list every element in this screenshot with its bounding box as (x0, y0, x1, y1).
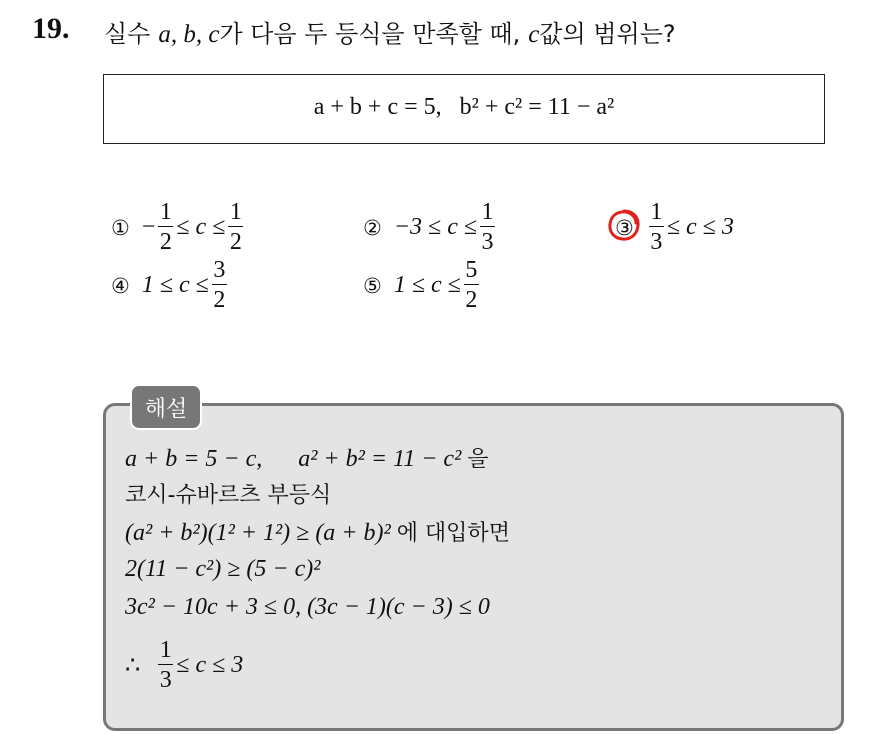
choice-1-middle: ≤ c ≤ (176, 214, 226, 240)
solution-line-3-text: 에 대입하면 (396, 521, 510, 546)
fraction-numerator: 1 (229, 199, 242, 225)
question-variables: a, b, c (158, 21, 220, 48)
choice-4-marker: ④ (111, 273, 130, 298)
fraction-denominator: 2 (229, 229, 242, 255)
solution-line-2 (125, 478, 331, 509)
fraction-numerator: 1 (159, 637, 172, 663)
choice-1-marker: ① (111, 215, 130, 240)
choice-1-prefix: − (141, 214, 156, 240)
choice-2[interactable] (363, 198, 498, 257)
solution-line-1 (125, 442, 489, 473)
fraction-denominator: 3 (159, 667, 172, 693)
choice-1-left-fraction (158, 198, 173, 257)
choice-4-right-fraction (212, 256, 227, 315)
fraction-numerator: 1 (650, 199, 663, 225)
solution-line-6-suffix: ≤ c ≤ 3 (176, 652, 244, 678)
solution-line-6 (125, 636, 243, 695)
choice-4-prefix: 1 ≤ c ≤ (141, 272, 209, 298)
solution-line-6-fraction (158, 636, 173, 695)
fraction-denominator: 3 (650, 229, 663, 255)
condition-box (103, 74, 825, 144)
answer-circle-mark (606, 207, 642, 243)
question-text-part2: 가 다음 두 등식을 만족할 때, (219, 20, 521, 48)
choice-2-prefix: −3 ≤ c ≤ (393, 214, 478, 240)
choice-5-right-fraction (464, 256, 479, 315)
solution-line-5: 3c² − 10c + 3 ≤ 0, (3c − 1)(c − 3) ≤ 0 (125, 594, 490, 620)
fraction-numerator: 5 (465, 257, 478, 283)
question-text-part1: 실수 (104, 20, 151, 48)
solution-line-1-text: 을 (467, 447, 489, 472)
question-number: 19. (32, 12, 70, 45)
choice-5[interactable] (363, 256, 482, 315)
solution-line-3 (125, 516, 510, 547)
choice-5-marker: ⑤ (363, 273, 382, 298)
choice-3-marker (615, 216, 634, 240)
fraction-denominator: 3 (481, 229, 494, 255)
solution-tag: 해설 (130, 384, 202, 430)
fraction-denominator: 2 (465, 287, 478, 313)
fraction-numerator: 1 (481, 199, 494, 225)
question-text (104, 14, 676, 49)
therefore-symbol: ∴ (125, 653, 141, 679)
choice-1[interactable] (111, 198, 246, 257)
choice-3-marker-text: ③ (615, 215, 634, 240)
choice-3[interactable] (615, 198, 734, 257)
answer-circle-stroke (610, 211, 638, 239)
solution-line-2-text: 코시-슈바르츠 부등식 (125, 483, 332, 508)
fraction-denominator: 2 (159, 229, 172, 255)
choice-2-right-fraction (480, 198, 495, 257)
choice-3-left-fraction (649, 198, 664, 257)
fraction-denominator: 2 (213, 287, 226, 313)
solution-line-4: 2(11 − c²) ≥ (5 − c)² (125, 556, 321, 582)
question-var-c: c (528, 21, 540, 48)
choice-5-prefix: 1 ≤ c ≤ (393, 272, 461, 298)
fraction-numerator: 3 (213, 257, 226, 283)
solution-line-1-math: a + b = 5 − c, a² + b² = 11 − c² (125, 446, 462, 472)
choice-4[interactable] (111, 256, 230, 315)
fraction-numerator: 1 (159, 199, 172, 225)
choice-3-suffix: ≤ c ≤ 3 (666, 214, 734, 240)
question-text-part3: 값의 범위는? (539, 20, 676, 48)
choice-1-right-fraction (228, 198, 243, 257)
condition-equation: a + b + c = 5, b² + c² = 11 − a² (313, 94, 615, 120)
choice-2-marker: ② (363, 215, 382, 240)
solution-line-3-math: (a² + b²)(1² + 1²) ≥ (a + b)² (125, 520, 391, 546)
